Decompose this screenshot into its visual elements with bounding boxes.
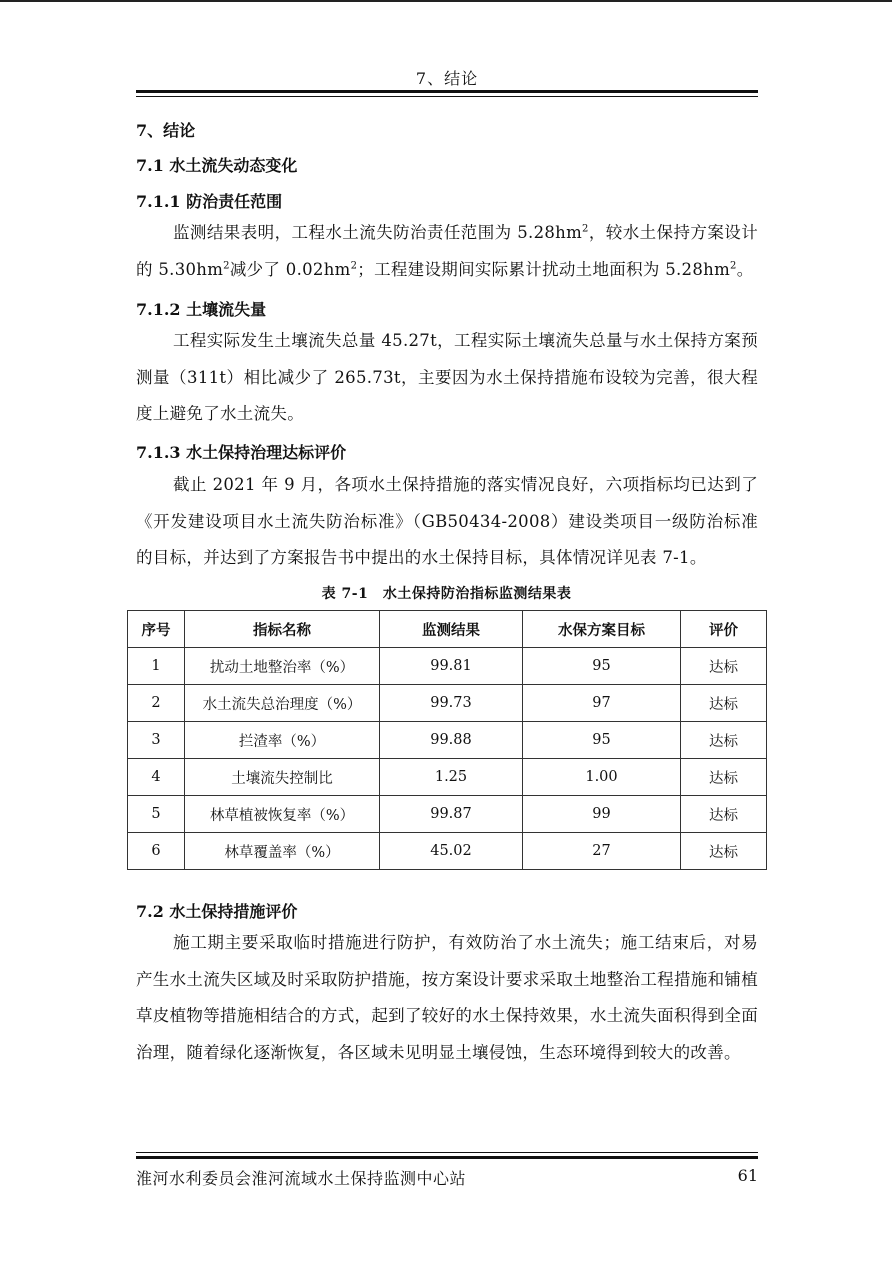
cell-plan-target: 27	[523, 833, 681, 870]
text-run: 监测结果表明，工程水土流失防治责任范围为 5.28hm	[173, 223, 583, 242]
table-row	[128, 759, 767, 796]
cell-plan-target: 1.00	[523, 759, 681, 796]
cell-index: 1	[128, 648, 185, 685]
section-heading-7-2: 7.2 水土保持措施评价	[136, 902, 298, 921]
header-index: 序号	[128, 611, 185, 648]
footer-page-number: 61	[737, 1166, 758, 1185]
table-row	[128, 796, 767, 833]
table-header-row	[128, 611, 767, 648]
cell-indicator-name: 土壤流失控制比	[185, 759, 380, 796]
cell-evaluation: 达标	[681, 685, 767, 722]
cell-index: 3	[128, 722, 185, 759]
footer-rule-thin	[136, 1152, 758, 1153]
text-run: ，较水土保持方案设计的 5.30hm	[136, 223, 758, 279]
cell-monitoring-result: 99.88	[380, 722, 523, 759]
footer-organization: 淮河水利委员会淮河流域水土保持监测中心站	[136, 1169, 467, 1188]
text-run: ；工程建设期间实际累计扰动土地面积为 5.28hm	[357, 259, 731, 279]
monitoring-results-table	[127, 610, 767, 870]
header-rule-thick	[136, 90, 758, 93]
cell-indicator-name: 林草植被恢复率（%）	[185, 796, 380, 833]
paragraph-responsibility-range	[136, 215, 758, 288]
paragraph-measure-evaluation: 施工期主要采取临时措施进行防护，有效防治了水土流失；施工结束后，对易产生水土流失区域及时采取防护措施，按方案设计要求采取土地整治工程措施和铺植草皮植物等措施相结合的方式，起到了较好的水土保持效果，水土流失面积得到全面治理，随着绿化逐渐恢复，各区域未见明显土壤侵蚀，生态环境得到较大的改善。	[136, 933, 758, 1062]
paragraph-standard-evaluation: 截止 2021 年 9 月，各项水土保持措施的落实情况良好，六项指标均已达到了《开发建设项目水土流失防治标准》（GB50434-2008）建设类项目一级防治标准的目标，并达到了方案报告书中提出的水土保持目标，具体情况详见表 7-1。	[136, 475, 758, 567]
superscript: 2	[582, 223, 589, 235]
cell-indicator-name: 扰动土地整治率（%）	[185, 648, 380, 685]
superscript: 2	[730, 260, 737, 271]
page-top-edge-line	[0, 0, 892, 2]
cell-plan-target: 97	[523, 685, 681, 722]
header-rule-thin	[136, 96, 758, 97]
table-caption: 表 7-1 水土保持防治指标监测结果表	[321, 586, 572, 602]
header-plan-target: 水保方案目标	[523, 611, 681, 648]
cell-indicator-name: 林草覆盖率（%）	[185, 833, 380, 870]
cell-evaluation: 达标	[681, 759, 767, 796]
section-heading-7-1: 7.1 水土流失动态变化	[136, 156, 298, 175]
header-evaluation: 评价	[681, 611, 767, 648]
cell-monitoring-result: 99.87	[380, 796, 523, 833]
section-heading-7: 7、结论	[136, 121, 196, 140]
cell-monitoring-result: 99.73	[380, 685, 523, 722]
text-run: 减少了 0.02hm	[229, 259, 351, 279]
header-monitoring-result: 监测结果	[380, 611, 523, 648]
section-heading-7-1-1: 7.1.1 防治责任范围	[136, 192, 283, 211]
table-row	[128, 685, 767, 722]
cell-plan-target: 99	[523, 796, 681, 833]
cell-evaluation: 达标	[681, 796, 767, 833]
cell-plan-target: 95	[523, 722, 681, 759]
cell-index: 5	[128, 796, 185, 833]
cell-indicator-name: 拦渣率（%）	[185, 722, 380, 759]
paragraph-soil-loss: 工程实际发生土壤流失总量 45.27t，工程实际土壤流失总量与水土保持方案预测量（311t）相比减少了 265.73t，主要因为水土保持措施布设较为完善，很大程度上避免了水土流失。	[136, 331, 758, 423]
header-indicator-name: 指标名称	[185, 611, 380, 648]
cell-evaluation: 达标	[681, 648, 767, 685]
table-row	[128, 722, 767, 759]
cell-monitoring-result: 45.02	[380, 833, 523, 870]
cell-index: 6	[128, 833, 185, 870]
footer-rule-thick	[136, 1156, 758, 1159]
table-row	[128, 833, 767, 870]
cell-monitoring-result: 99.81	[380, 648, 523, 685]
cell-plan-target: 95	[523, 648, 681, 685]
running-header-title: 7、结论	[415, 69, 479, 88]
table-row	[128, 648, 767, 685]
cell-monitoring-result: 1.25	[380, 759, 523, 796]
cell-index: 2	[128, 685, 185, 722]
superscript: 2	[350, 260, 358, 271]
cell-index: 4	[128, 759, 185, 796]
section-heading-7-1-3: 7.1.3 水土保持治理达标评价	[136, 443, 347, 462]
cell-indicator-name: 水土流失总治理度（%）	[185, 685, 380, 722]
superscript: 2	[223, 260, 230, 271]
cell-evaluation: 达标	[681, 833, 767, 870]
text-run: 。	[736, 259, 754, 279]
section-heading-7-1-2: 7.1.2 土壤流失量	[136, 300, 267, 319]
cell-evaluation: 达标	[681, 722, 767, 759]
